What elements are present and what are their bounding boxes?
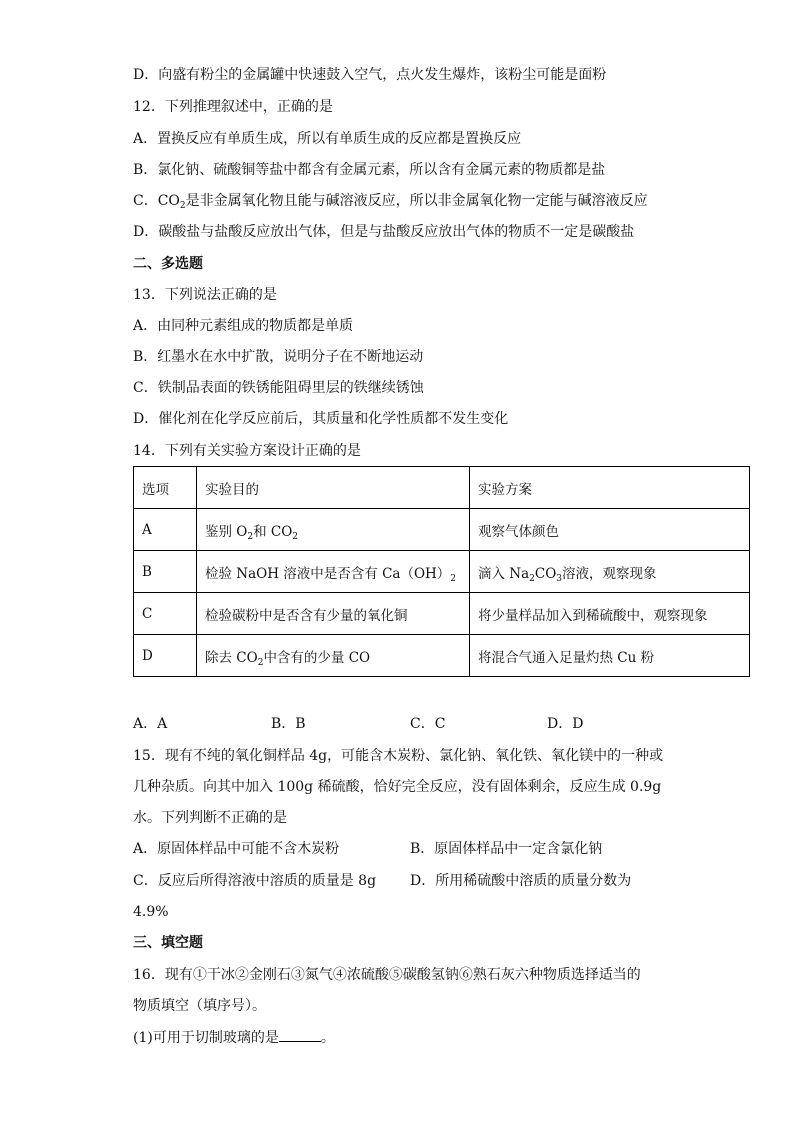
q14-experiment-table xyxy=(133,466,750,677)
q15-option-d-continued: 4.9% xyxy=(133,904,169,920)
q14-stem: 14．下列有关实验方案设计正确的是 xyxy=(133,443,361,459)
goal-text: 鉴别 O xyxy=(205,523,248,540)
table-cell-goal xyxy=(197,509,470,551)
q15-stem-line2: 几种杂质。向其中加入 100g 稀硫酸，恰好完全反应，没有固体剩余，反应生成 0.9g xyxy=(133,779,662,795)
goal-text-mid: 和 CO xyxy=(253,523,293,540)
q13-option-c: C．铁制品表面的铁锈能阻碍里层的铁继续锈蚀 xyxy=(133,380,424,396)
goal-subscript: 2 xyxy=(247,531,254,542)
table-cell-goal xyxy=(197,551,470,593)
table-row xyxy=(134,551,750,593)
q15-option-d: D．所用稀硫酸中溶质的质量分数为 xyxy=(410,873,632,889)
q12-option-c xyxy=(133,192,648,210)
q12c-text-rest: 是非金属氧化物且能与碱溶液反应，所以非金属氧化物一定能与碱溶液反应 xyxy=(185,193,648,209)
q15-option-a: A．原固体样品中可能不含木炭粉 xyxy=(133,841,340,857)
table-cell-goal: 检验碳粉中是否含有少量的氧化铜 xyxy=(197,593,470,635)
table-header-plan: 实验方案 xyxy=(470,467,750,509)
table-cell-option: D xyxy=(134,635,197,677)
plan-text-rest: 溶液，观察现象 xyxy=(562,565,657,582)
q13-stem: 13．下列说法正确的是 xyxy=(133,287,277,303)
plan-text-mid: CO xyxy=(534,565,557,582)
q12-option-b: B．氯化钠、硫酸铜等盐中都含有金属元素，所以含有金属元素的物质都是盐 xyxy=(133,162,606,178)
q16-stem-line1: 16．现有①干冰②金刚石③氮气④浓硫酸⑤碳酸氢钠⑥熟石灰六种物质选择适当的 xyxy=(133,967,641,983)
q15-stem-line3: 水。下列判断不正确的是 xyxy=(133,810,287,826)
table-cell-option: B xyxy=(134,551,197,593)
table-header-option: 选项 xyxy=(134,467,197,509)
q16-1-period: 。 xyxy=(320,1030,335,1046)
q13-option-b: B．红墨水在水中扩散，说明分子在不断地运动 xyxy=(133,349,424,365)
q14-option-d: D．D xyxy=(547,716,584,732)
q12c-subscript: 2 xyxy=(179,201,186,211)
q15-option-c: C．反应后所得溶液中溶质的质量是 8g xyxy=(133,873,377,889)
table-cell-plan: 将混合气通入足量灼热 Cu 粉 xyxy=(470,635,750,677)
q12-stem: 12．下列推理叙述中，正确的是 xyxy=(133,99,333,115)
table-cell-plan: 将少量样品加入到稀硫酸中，观察现象 xyxy=(470,593,750,635)
q15-option-b: B．原固体样品中一定含氯化钠 xyxy=(410,841,603,857)
table-cell-option: A xyxy=(134,509,197,551)
q13-option-d: D．催化剂在化学反应前后，其质量和化学性质都不发生变化 xyxy=(133,411,509,427)
plan-subscript: 2 xyxy=(529,573,535,584)
q16-stem-line2: 物质填空（填序号）。 xyxy=(133,998,266,1014)
table-header-goal: 实验目的 xyxy=(197,467,470,509)
table-cell-goal xyxy=(197,635,470,677)
plan-text: 滴入 Na xyxy=(478,565,530,582)
goal-text: 检验 NaOH 溶液中是否含有 Ca（OH） xyxy=(205,565,451,582)
q12-option-a: A．置换反应有单质生成，所以有单质生成的反应都是置换反应 xyxy=(133,131,522,147)
table-row xyxy=(134,509,750,551)
table-row xyxy=(134,593,750,635)
section-heading-multi-choice: 二、多选题 xyxy=(133,256,203,272)
q16-1-text: (1)可用于切制玻璃的是 xyxy=(133,1030,279,1046)
table-cell-plan: 观察气体颜色 xyxy=(470,509,750,551)
goal-subscript-2: 2 xyxy=(292,531,299,542)
goal-subscript: 2 xyxy=(257,657,264,668)
q15-stem-line1: 15．现有不纯的氧化铜样品 4g，可能含木炭粉、氯化钠、氧化铁、氧化镁中的一种或 xyxy=(133,748,664,764)
section-heading-fill-blank: 三、填空题 xyxy=(133,935,203,951)
q12c-text: C．CO xyxy=(133,193,180,209)
q11-option-d: D．向盛有粉尘的金属罐中快速鼓入空气，点火发生爆炸，该粉尘可能是面粉 xyxy=(133,67,607,83)
table-cell-option: C xyxy=(134,593,197,635)
table-cell-plan xyxy=(470,551,750,593)
q12-option-d: D．碳酸盐与盐酸反应放出气体，但是与盐酸反应放出气体的物质不一定是碳酸盐 xyxy=(133,224,635,240)
table-row xyxy=(134,635,750,677)
goal-text-rest: 中含有的少量 CO xyxy=(263,649,371,666)
answer-blank[interactable] xyxy=(279,1028,321,1042)
goal-subscript: 2 xyxy=(450,573,457,584)
q16-subquestion-1 xyxy=(133,1028,335,1047)
q14-option-c: C．C xyxy=(410,716,446,732)
plan-subscript-2: 3 xyxy=(556,573,563,584)
table-header-row xyxy=(134,467,750,509)
q14-option-a: A．A xyxy=(133,716,168,732)
q13-option-a: A．由同种元素组成的物质都是单质 xyxy=(133,318,354,334)
goal-text: 除去 CO xyxy=(205,649,258,666)
q14-option-b: B．B xyxy=(271,716,306,732)
